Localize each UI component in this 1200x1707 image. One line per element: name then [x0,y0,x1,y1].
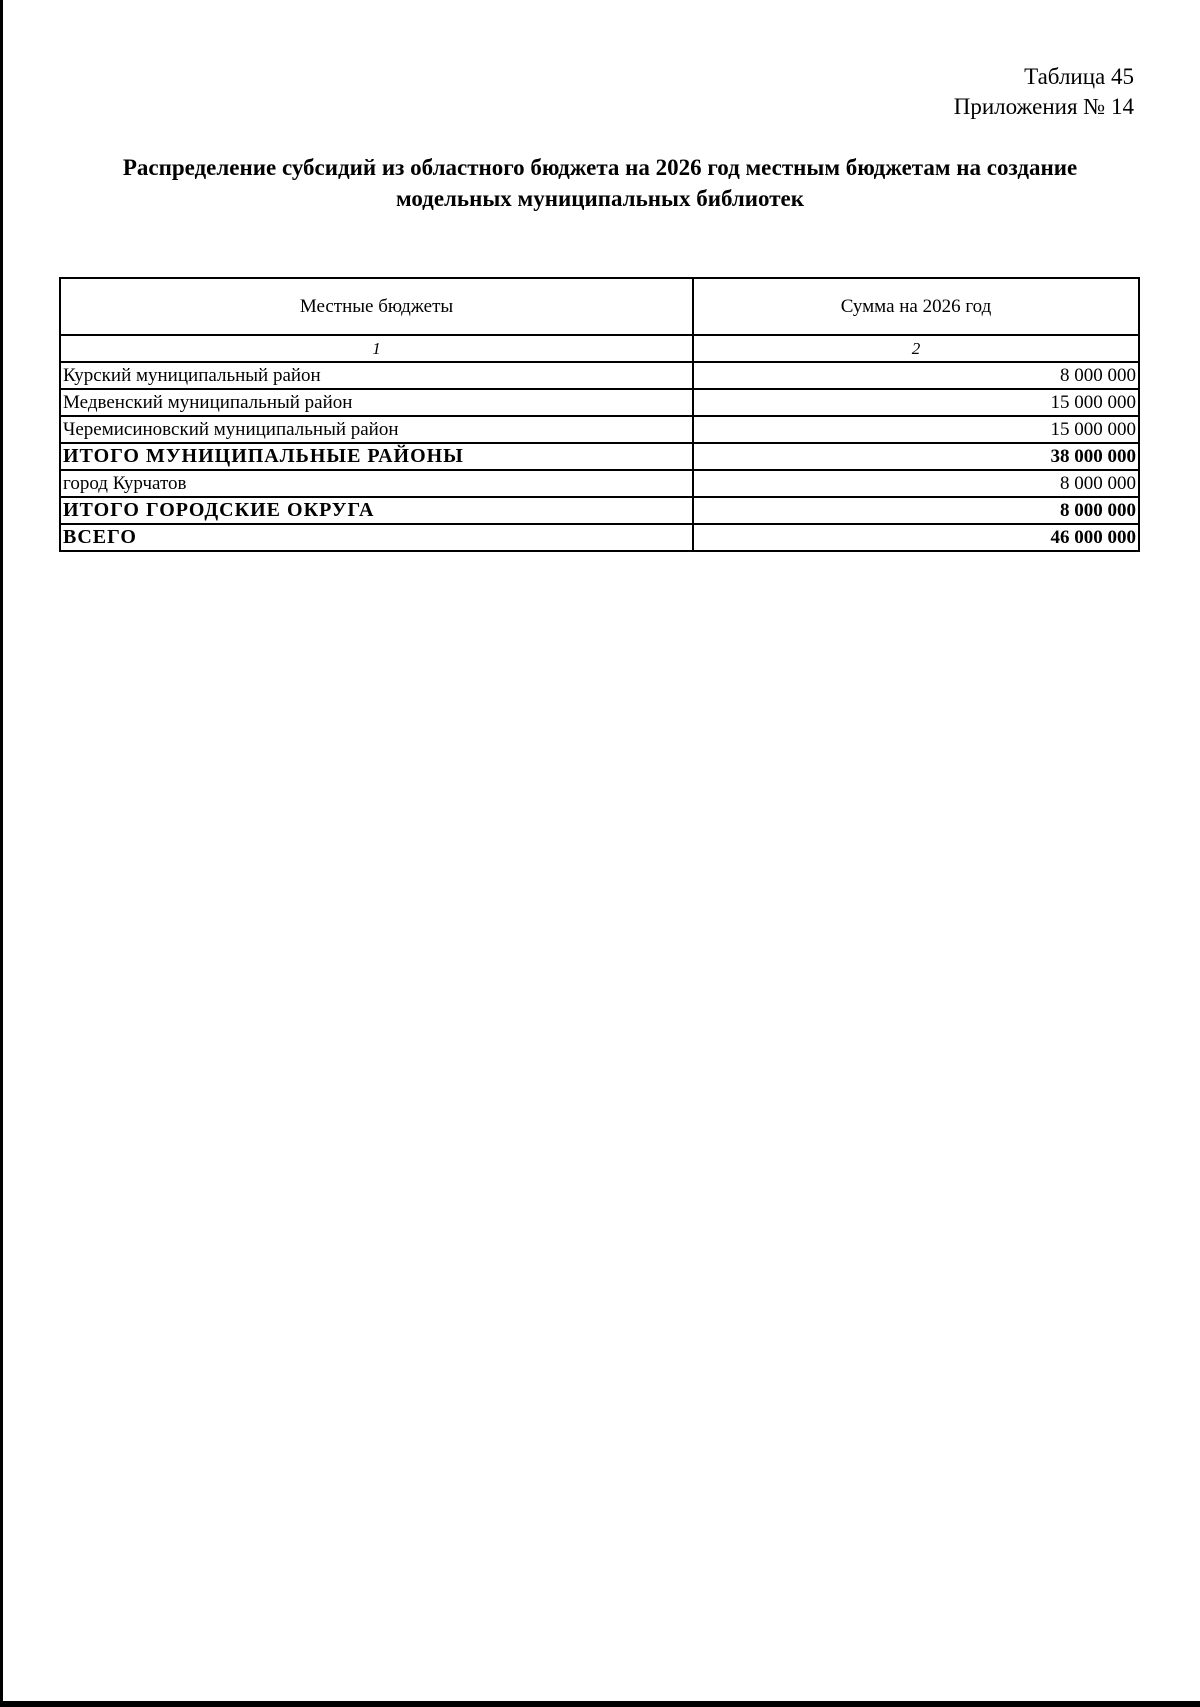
row-amount: 15 000 000 [693,389,1139,416]
row-name: Медвенский муниципальный район [60,389,693,416]
row-name: Черемисиновский муниципальный район [60,416,693,443]
table-row [60,416,1139,443]
table-header-row [60,278,1139,335]
table-number-label: Таблица 45 [1024,64,1134,89]
grand-total-label: ВСЕГО [60,524,693,551]
column-header-amount: Сумма на 2026 год [693,278,1139,335]
row-amount: 8 000 000 [693,470,1139,497]
column-number-2: 2 [693,335,1139,362]
subsidy-table [59,277,1140,552]
table-row [60,362,1139,389]
subtotal-amount: 38 000 000 [693,443,1139,470]
row-name: Курский муниципальный район [60,362,693,389]
column-numbers-row [60,335,1139,362]
row-name: город Курчатов [60,470,693,497]
document-title-line-2: модельных муниципальных библиотек [395,186,804,211]
appendix-reference [954,62,1134,122]
subtotal-row-districts [60,443,1139,470]
column-header-budgets: Местные бюджеты [60,278,693,335]
subtotal-label: ИТОГО ГОРОДСКИЕ ОКРУГА [60,497,693,524]
appendix-number-label: Приложения № 14 [953,94,1134,119]
table-row [60,389,1139,416]
subtotal-row-city-districts [60,497,1139,524]
document-title [60,152,1140,214]
subtotal-label: ИТОГО МУНИЦИПАЛЬНЫЕ РАЙОНЫ [60,443,693,470]
scan-edge-left [0,0,3,1707]
row-amount: 15 000 000 [693,416,1139,443]
grand-total-row [60,524,1139,551]
grand-total-amount: 46 000 000 [693,524,1139,551]
scan-edge-bottom [0,1701,1200,1707]
table-row [60,470,1139,497]
column-number-1: 1 [60,335,693,362]
subtotal-amount: 8 000 000 [693,497,1139,524]
row-amount: 8 000 000 [693,362,1139,389]
document-title-line-1: Распределение субсидий из областного бюджета на 2026 год местным бюджетам на создание [122,155,1078,180]
subsidy-table-container [59,277,1140,552]
